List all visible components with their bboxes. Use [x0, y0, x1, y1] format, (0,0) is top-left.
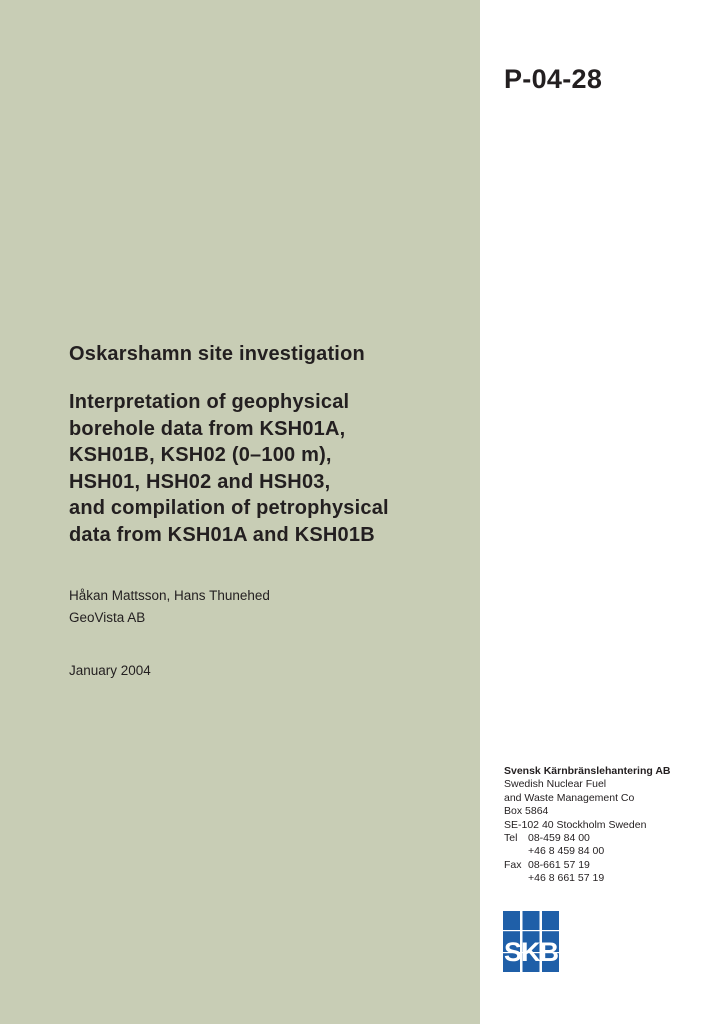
svg-text:SKB: SKB [503, 937, 559, 967]
series-title: Oskarshamn site investigation [69, 343, 365, 365]
report-title [69, 389, 469, 548]
fax-number-intl: +46 8 661 57 19 [528, 872, 605, 885]
publisher-block [504, 765, 671, 886]
telephone-intl-row [504, 845, 671, 858]
author-names: Håkan Mattsson, Hans Thunehed [69, 588, 270, 603]
authors-block [69, 585, 270, 629]
report-number: P-04-28 [504, 64, 603, 94]
title-line: Interpretation of geophysical [69, 391, 350, 413]
title-line: data from KSH01A and KSH01B [69, 523, 375, 546]
publisher-box: Box 5864 [504, 805, 549, 818]
tel-label: Tel [504, 832, 518, 845]
title-line: HSH01, HSH02 and HSH03, [69, 470, 331, 493]
publisher-name: Svensk Kärnbränslehantering AB [504, 765, 671, 777]
skb-logo [503, 911, 559, 972]
tel-number-intl: +46 8 459 84 00 [528, 845, 605, 858]
title-line: and compilation of petrophysical [69, 497, 389, 519]
telephone-row [504, 832, 671, 845]
fax-number: 08-661 57 19 [528, 858, 590, 871]
affiliation: GeoVista AB [69, 610, 146, 625]
publisher-address: SE-102 40 Stockholm Sweden [504, 818, 647, 831]
publication-date: January 2004 [69, 663, 151, 678]
fax-label: Fax [504, 858, 522, 871]
publisher-name-en: Swedish Nuclear Fuel [504, 778, 607, 791]
publisher-name-en: and Waste Management Co [504, 791, 635, 804]
fax-intl-row [504, 872, 671, 885]
title-line: KSH01B, KSH02 (0–100 m), [69, 444, 332, 466]
title-line: borehole data from KSH01A, [69, 417, 346, 440]
tel-number: 08-459 84 00 [528, 832, 590, 845]
fax-row [504, 859, 671, 872]
